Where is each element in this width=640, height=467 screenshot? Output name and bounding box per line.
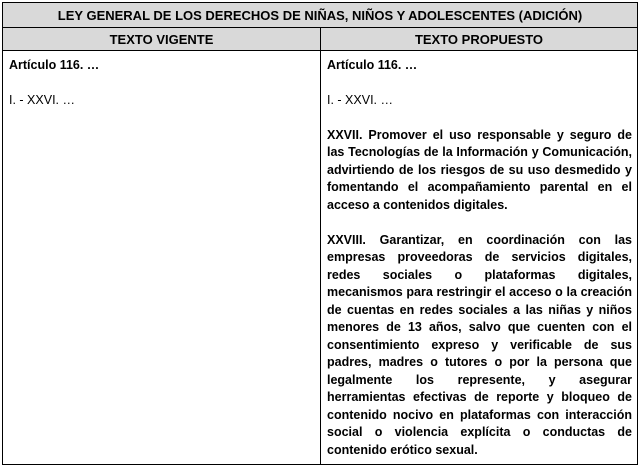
- table-title: LEY GENERAL DE LOS DERECHOS DE NIÑAS, NIÑOS Y ADOLESCENTES (ADICIÓN): [3, 3, 637, 28]
- propuesto-article-title: Artículo 116. …: [327, 58, 418, 72]
- table-body-row: [3, 51, 637, 464]
- fraction-xxvii-paragraph: XXVII. Promover el uso responsable y seguro de las Tecnologías de la Información y Comunicación, advirtiendo de los riesgos de su uso desmedido y fomentando el acompañamiento parental en el acceso a contenidos digitales.: [327, 127, 632, 212]
- fraction-xxviii-paragraph: XXVIII. Garantizar, en coordinación con las empresas proveedoras de servicios digitales, redes sociales o plataformas digitales, mecanismos para restringir el acceso o la creación de cuentas en redes sociales a las niñas y niños menores de 13 años, salvo que cuenten con el consentimiento expreso y verificable de sus padres, madres o tutores o por la persona que legalmente los represente, y asegurar herramientas efectivas de reporte y bloqueo de contenido nocivo en plataformas con interacción social o violencia explícita o conductas de contenido erótico sexual.: [327, 232, 632, 457]
- cell-texto-vigente: [3, 51, 321, 464]
- cell-texto-propuesto: [321, 51, 637, 464]
- table-header-row: [3, 28, 637, 51]
- vigente-article-title: Artículo 116. …: [9, 58, 100, 72]
- vigente-fractions: I. - XXVI. …: [9, 92, 75, 107]
- propuesto-fractions: I. - XXVI. …: [327, 92, 393, 107]
- header-texto-propuesto: TEXTO PROPUESTO: [321, 28, 637, 50]
- comparison-table: [2, 2, 638, 465]
- header-texto-vigente: TEXTO VIGENTE: [3, 28, 321, 50]
